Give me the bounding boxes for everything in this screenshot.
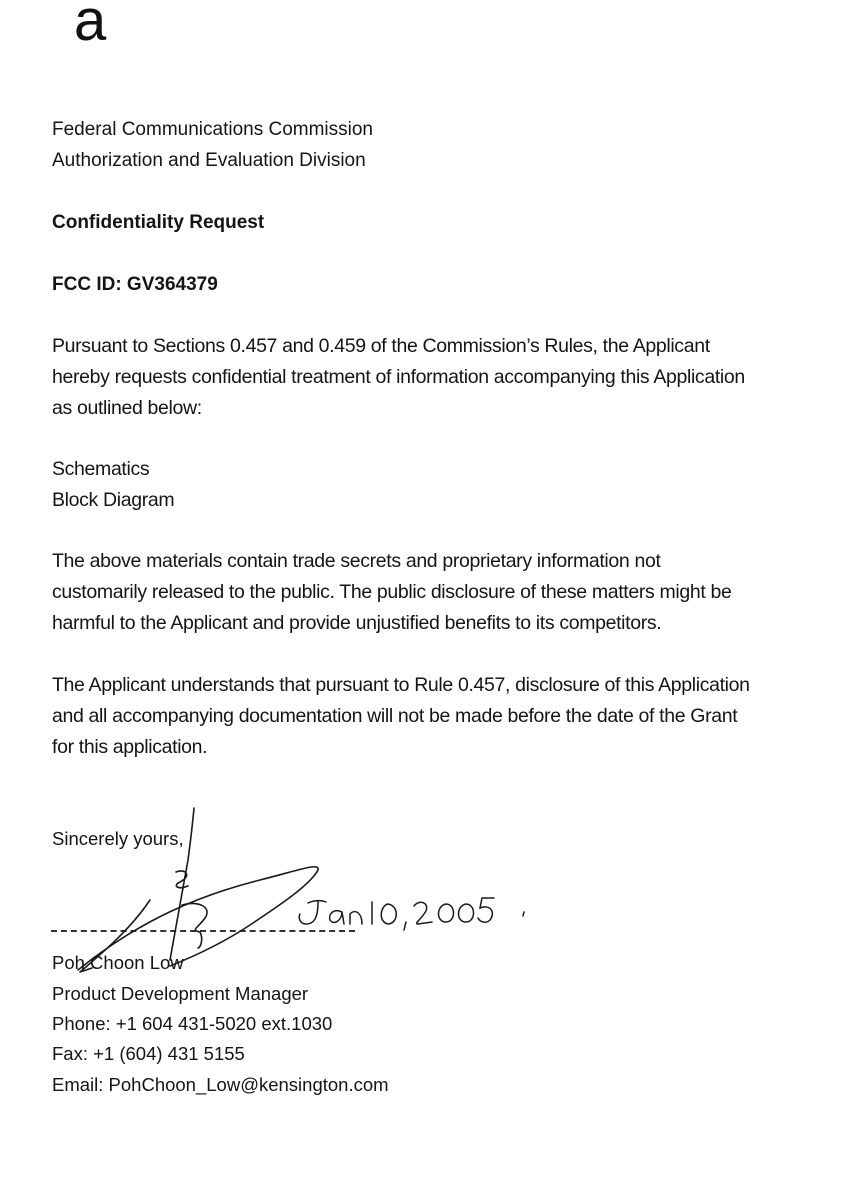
recipient-line-2: Authorization and Evaluation Division xyxy=(52,150,366,171)
paragraph-3-line-3: for this application. xyxy=(52,736,208,758)
paragraph-2-line-3: harmful to the Applicant and provide unjustified benefits to its competitors. xyxy=(52,612,662,634)
company-logo: a xyxy=(74,0,107,53)
paragraph-1-line-2: hereby requests confidential treatment of information accompanying this Application xyxy=(52,366,745,388)
handwritten-date xyxy=(299,898,524,930)
recipient-line-1: Federal Communications Commission xyxy=(52,119,373,140)
signer-title: Product Development Manager xyxy=(52,983,309,1004)
item-block-diagram: Block Diagram xyxy=(52,489,175,511)
paragraph-3-line-1: The Applicant understands that pursuant to Rule 0.457, disclosure of this Application xyxy=(52,674,750,696)
paragraph-3-line-2: and all accompanying documentation will not be made before the date of the Grant xyxy=(52,705,738,727)
document-heading: Confidentiality Request xyxy=(52,212,265,233)
paragraph-2-line-2: customarily released to the public. The public disclosure of these matters might be xyxy=(52,581,732,603)
paragraph-2-line-1: The above materials contain trade secrets and proprietary information not xyxy=(52,550,661,572)
closing: Sincerely yours, xyxy=(52,828,184,849)
fcc-id: FCC ID: GV364379 xyxy=(52,274,218,295)
signer-email: Email: PohChoon_Low@kensington.com xyxy=(52,1074,389,1095)
signature-line xyxy=(51,930,355,932)
signer-name: Poh Choon Low xyxy=(52,952,184,973)
item-schematics: Schematics xyxy=(52,458,150,480)
signer-phone: Phone: +1 604 431-5020 ext.1030 xyxy=(52,1013,333,1034)
signer-fax: Fax: +1 (604) 431 5155 xyxy=(52,1043,245,1064)
paragraph-1-line-3: as outlined below: xyxy=(52,397,202,419)
paragraph-1-line-1: Pursuant to Sections 0.457 and 0.459 of the Commission’s Rules, the Applicant xyxy=(52,335,710,357)
